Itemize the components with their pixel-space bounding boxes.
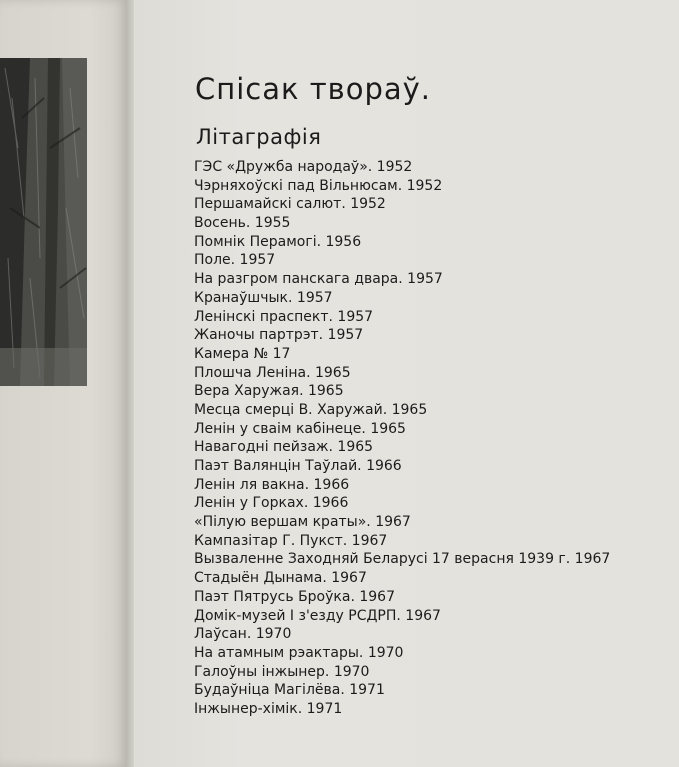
list-item: Ленін ля вакна. 1966: [194, 476, 350, 493]
list-item: Домік-музей I з'езду РСДРП. 1967: [194, 607, 441, 624]
tree-engraving-image: [0, 58, 87, 386]
list-item: Кампазітар Г. Пукст. 1967: [194, 532, 388, 549]
list-item: Жаночы партрэт. 1957: [194, 327, 364, 344]
engraving-illustration: [0, 58, 87, 386]
list-item: Паэт Валянцін Таўлай. 1966: [194, 458, 402, 474]
list-item: Паэт Пятрусь Броўка. 1967: [194, 588, 395, 605]
list-item: Вера Харужая. 1965: [194, 383, 344, 400]
list-item: Вызваленне Заходняй Беларусі 17 верасня 1939 г. 1967: [194, 551, 611, 568]
list-item: Камера № 17: [194, 345, 291, 362]
list-item: Ленін у Горках. 1966: [194, 495, 349, 512]
list-item: Ленінскі праспект. 1957: [194, 308, 374, 325]
list-item: На атамным рэактары. 1970: [194, 644, 404, 661]
page-title: Спісак твораў.: [195, 72, 432, 106]
list-item: Навагодні пейзаж. 1965: [194, 439, 374, 456]
list-item: Помнік Перамогі. 1956: [194, 233, 362, 250]
list-item: Будаўніца Магілёва. 1971: [194, 682, 385, 699]
list-item: Першамайскі салют. 1952: [194, 196, 386, 213]
list-item: Плошча Леніна. 1965: [194, 364, 351, 381]
list-item: Поле. 1957: [194, 252, 276, 269]
list-item: Лаўсан. 1970: [194, 626, 292, 643]
list-item: Галоўны інжынер. 1970: [194, 663, 370, 680]
list-item: Ленін у сваім кабінеце. 1965: [194, 420, 406, 437]
list-item: Кранаўшчык. 1957: [194, 289, 333, 306]
list-item: ГЭС «Дружба народаў». 1952: [194, 159, 413, 175]
list-item: На разгром панскага двара. 1957: [194, 271, 443, 288]
list-item: Інжынер-хімік. 1971: [194, 700, 343, 717]
list-item: Месца смерці В. Харужай. 1965: [194, 401, 428, 418]
list-item: Стадыён Дынама. 1967: [194, 570, 367, 587]
list-item: «Пілую вершам краты». 1967: [194, 514, 411, 531]
left-page: [0, 0, 128, 767]
list-item: Восень. 1955: [194, 215, 291, 232]
works-list: [194, 158, 664, 719]
section-heading: Літаграфія: [196, 125, 322, 149]
list-item: Чэрняхоўскі пад Вільнюсам. 1952: [194, 177, 443, 194]
